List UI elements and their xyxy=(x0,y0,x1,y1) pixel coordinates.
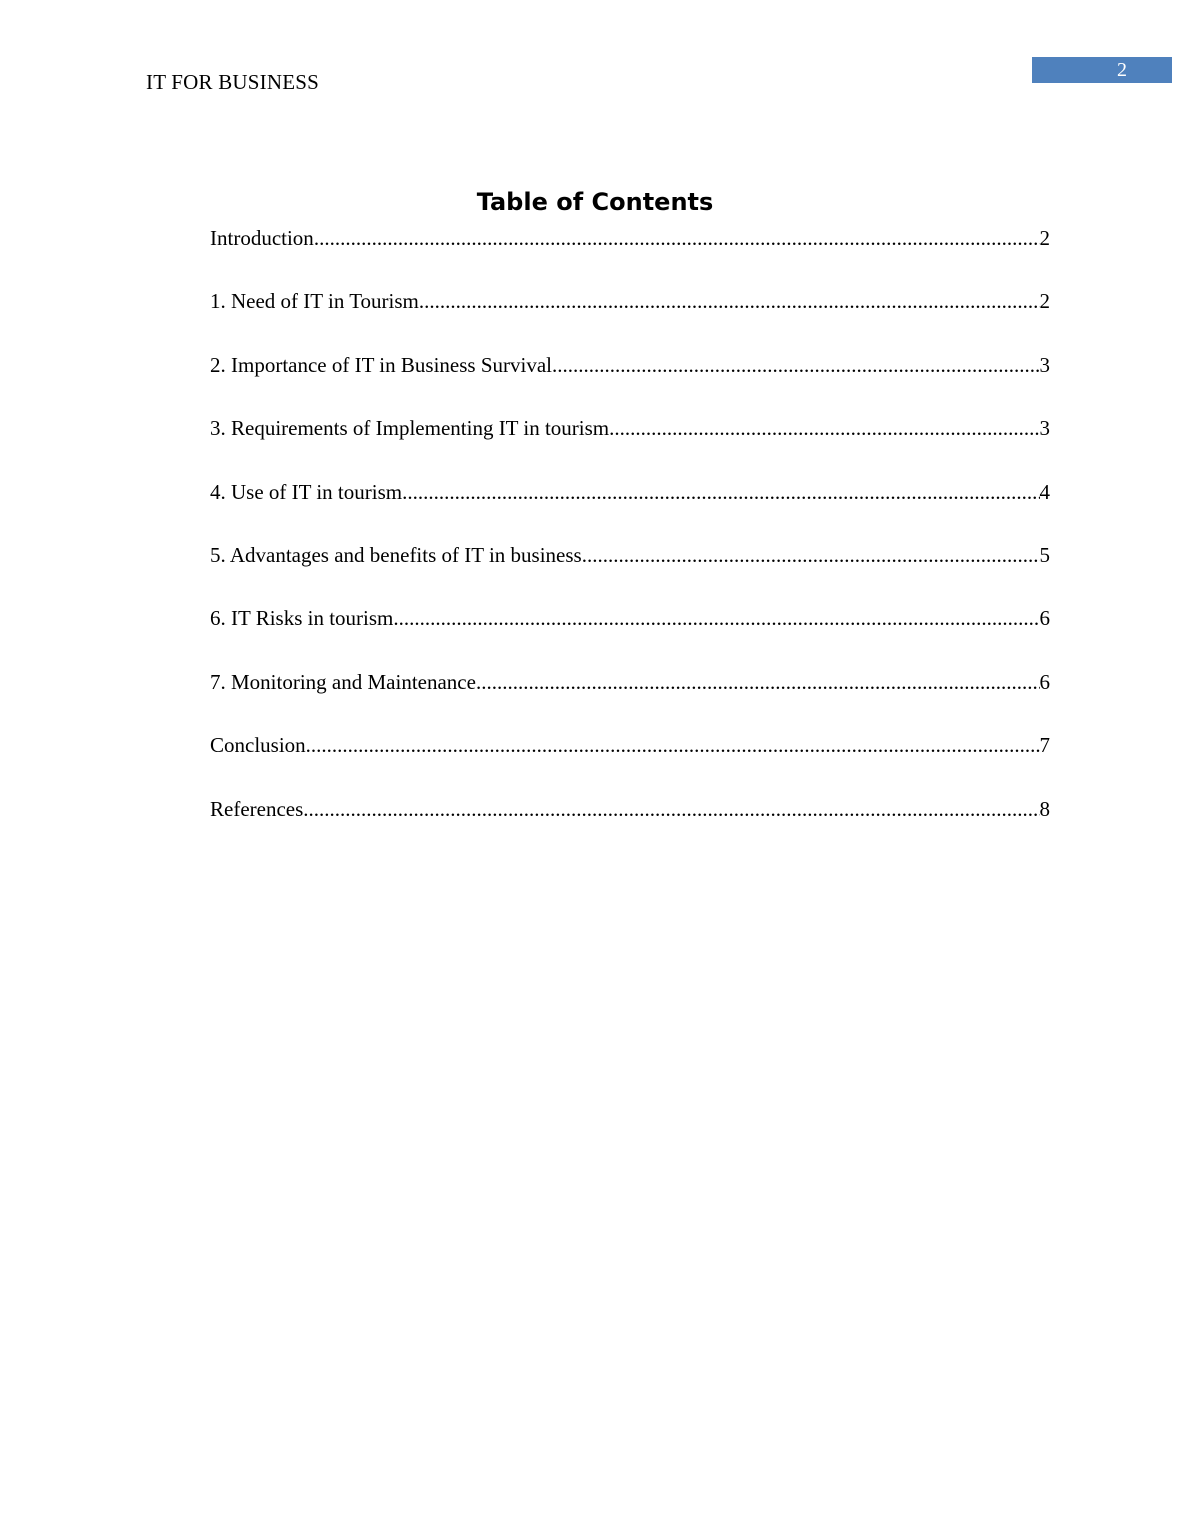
toc-dot-leader xyxy=(609,412,1039,444)
toc-entry-page[interactable]: 2 xyxy=(1039,289,1050,314)
toc-entry-page[interactable]: 7 xyxy=(1039,733,1050,758)
page-number-box xyxy=(1032,57,1172,83)
toc-dot-leader xyxy=(476,666,1040,698)
toc-entry-need-of-it[interactable] xyxy=(210,285,1050,348)
toc-dot-leader xyxy=(402,476,1039,508)
toc-entry-label[interactable]: 3. Requirements of Implementing IT in tourism xyxy=(210,416,610,441)
toc-entry-page[interactable]: 6 xyxy=(1039,669,1050,694)
toc-dot-leader xyxy=(306,729,1040,761)
toc-entry-conclusion[interactable] xyxy=(210,729,1050,792)
toc-entry-page[interactable]: 3 xyxy=(1039,416,1050,441)
toc-entry-label[interactable]: 4. Use of IT in tourism xyxy=(210,479,403,504)
toc-entry-page[interactable]: 2 xyxy=(1039,226,1050,250)
page-number: 2 xyxy=(1117,59,1127,81)
toc-entry-importance-of-it[interactable] xyxy=(210,349,1050,412)
toc-entry-requirements[interactable] xyxy=(210,412,1050,475)
toc-entry-monitoring[interactable] xyxy=(210,666,1050,729)
toc-dot-leader xyxy=(314,222,1040,254)
toc-entry-page[interactable]: 6 xyxy=(1039,606,1050,631)
toc-dot-leader xyxy=(419,285,1040,317)
toc-entry-introduction[interactable] xyxy=(210,222,1050,285)
toc-entry-label[interactable]: 6. IT Risks in tourism xyxy=(210,606,394,631)
toc-entry-page[interactable]: 8 xyxy=(1039,796,1050,821)
toc-entry-label[interactable]: Introduction xyxy=(210,226,314,250)
toc-entry-it-risks[interactable] xyxy=(210,602,1050,665)
toc-dot-leader xyxy=(582,539,1040,571)
toc-entry-label[interactable]: References xyxy=(210,796,304,821)
toc-entry-advantages[interactable] xyxy=(210,539,1050,602)
toc-dot-leader xyxy=(552,349,1040,381)
toc-entry-page[interactable]: 5 xyxy=(1039,542,1050,567)
toc-list xyxy=(210,222,1050,856)
running-head: IT FOR BUSINESS xyxy=(146,70,319,94)
toc-entry-label[interactable]: 1. Need of IT in Tourism xyxy=(210,289,419,314)
toc-entry-page[interactable]: 3 xyxy=(1039,352,1050,377)
toc-entry-use-of-it[interactable] xyxy=(210,476,1050,539)
toc-dot-leader xyxy=(303,793,1039,825)
toc-entry-page[interactable]: 4 xyxy=(1039,479,1050,504)
toc-title: Table of Contents xyxy=(476,188,714,216)
toc-entry-label[interactable]: 5. Advantages and benefits of IT in business xyxy=(210,542,582,567)
toc-entry-label[interactable]: 2. Importance of IT in Business Survival xyxy=(210,352,552,377)
toc-entry-label[interactable]: Conclusion xyxy=(210,733,306,758)
toc-entry-references[interactable] xyxy=(210,793,1050,856)
toc-entry-label[interactable]: 7. Monitoring and Maintenance xyxy=(210,669,476,694)
toc-dot-leader xyxy=(393,602,1039,634)
